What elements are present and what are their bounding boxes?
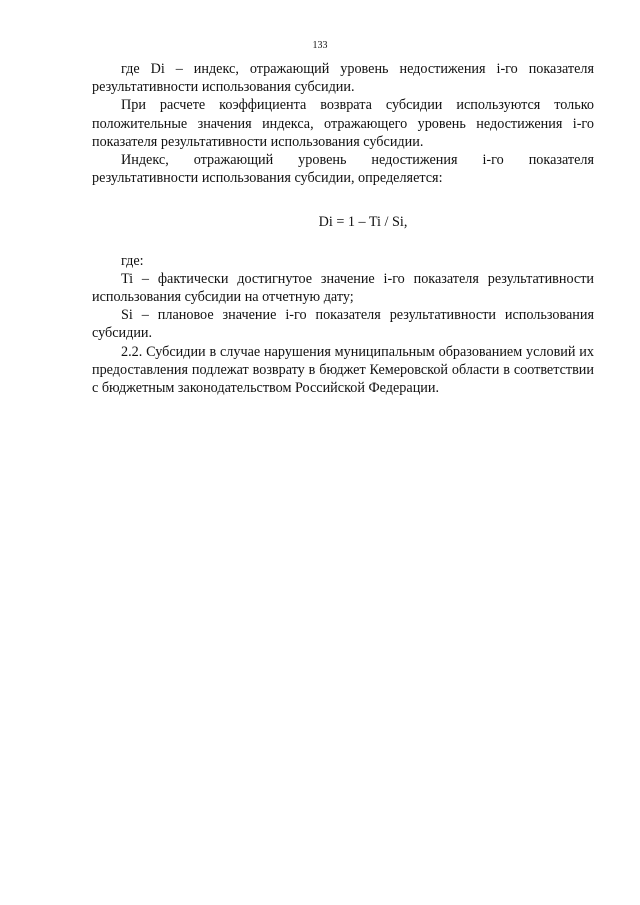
paragraph-definition-si: Si – плановое значение i-го показателя результативности использования субсидии. xyxy=(92,307,594,342)
document-body xyxy=(92,60,594,397)
page-number: 133 xyxy=(312,40,328,51)
paragraph-definition-di: где Di – индекс, отражающий уровень недостижения i-го показателя результативности использования субсидии. xyxy=(92,61,594,96)
paragraph-definition-ti: Ti – фактически достигнутое значение i-го показателя результативности использования субсидии на отчетную дату; xyxy=(92,270,594,306)
paragraph-positive-values: При расчете коэффициента возврата субсидии используются только положительные значения индекса, отражающего уровень недостижения i-го показателя результативности использования субсидии. xyxy=(92,97,594,150)
paragraph-index-intro-line2: результативности использования субсидии, определяется: xyxy=(92,170,443,187)
paragraph-index-intro-line1: Индекс, отражающий уровень недостижения i-го показателя xyxy=(121,152,594,169)
formula: Di = 1 – Ti / Si, xyxy=(318,214,408,231)
paragraph-section-2-2: 2.2. Субсидии в случае нарушения муниципальным образованием условий их предоставления подлежат возврату в бюджет Кемеровской области в соответствии с бюджетным законодательством Российской Федерации. xyxy=(92,343,594,397)
where-label: где: xyxy=(121,252,144,269)
